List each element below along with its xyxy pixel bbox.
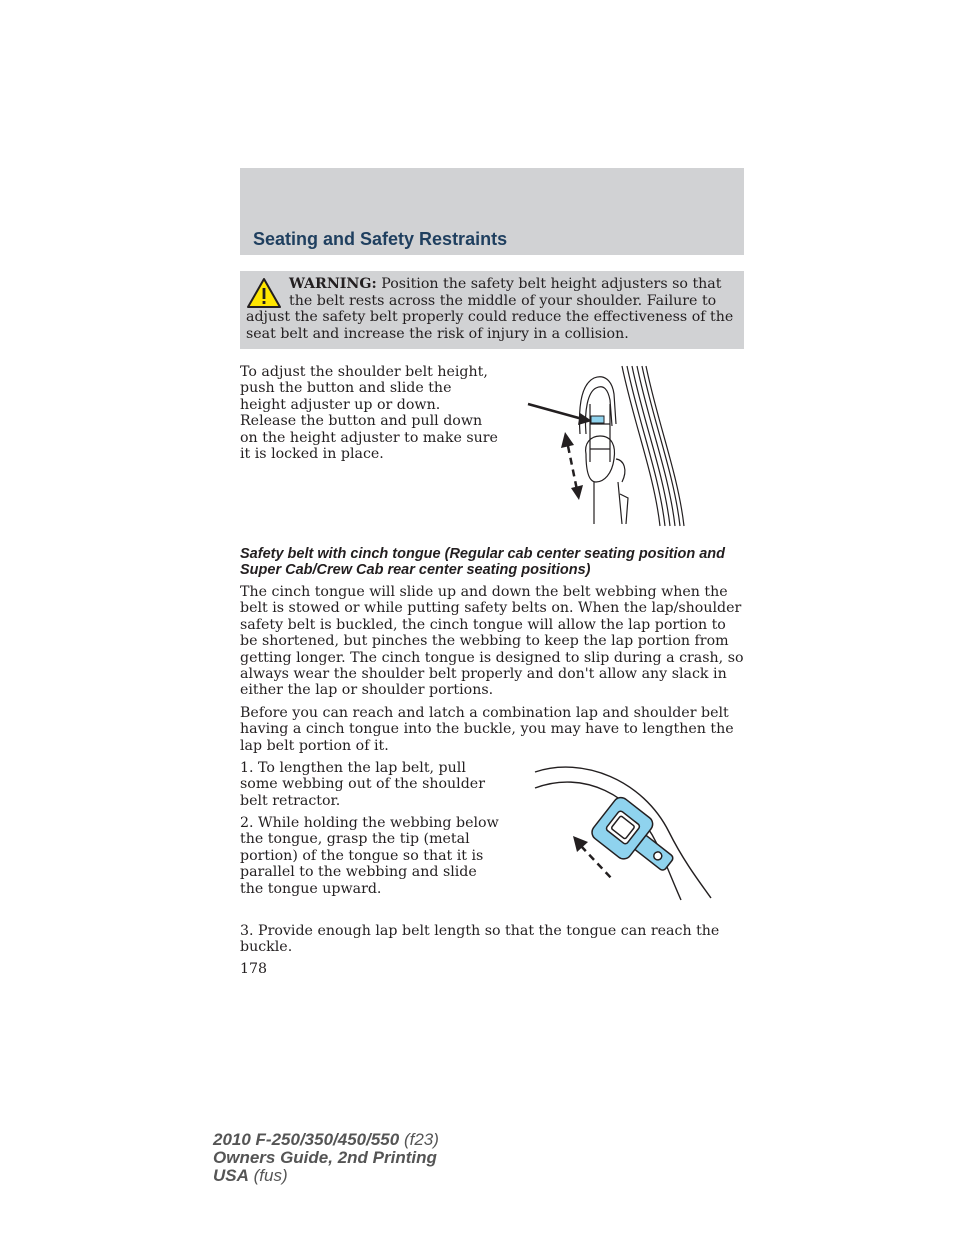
footer-model: 2010 F-250/350/450/550	[213, 1130, 400, 1149]
cinch-tongue-illustration	[533, 760, 715, 904]
cinch-paragraph-1: The cinch tongue will slide up and down the belt webbing when the belt is stowed or while putting safety belts on. When the lap/shoulder safety belt is buckled, the cinch tongue will allow the lap portion to be shortened, but pinches the webbing to keep the lap portion from getting longer. The cinch tongue is designed to slip during a crash, so always wear the shoulder belt properly and don't allow any slack in either the lap or shoulder portions.	[240, 584, 744, 699]
warning-text: Position the safety belt height adjusters so that the belt rests across the middle of your shoulder. Failure to adjust the safety belt properly could reduce the effectiveness of the seat belt and increase the risk of injury in a collision.	[246, 276, 734, 342]
page-title: Seating and Safety Restraints	[253, 229, 508, 249]
cinch-paragraph-2: Before you can reach and latch a combination lap and shoulder belt having a cinch tongue into the buckle, you may have to lengthen the lap belt portion of it.	[240, 705, 734, 754]
step-3: 3. Provide enough lap belt length so that the tongue can reach the buckle.	[240, 923, 720, 956]
warning-paragraph	[246, 276, 736, 342]
footer-market: USA	[213, 1166, 249, 1185]
footer-printing: Owners Guide, 2nd Printing	[213, 1148, 437, 1167]
footer-edition-info	[213, 1131, 439, 1185]
cinch-tongue-heading: Safety belt with cinch tongue (Regular cab center seating position and Super Cab/Crew Cab rear center seating positions)	[240, 546, 726, 579]
step-2: 2. While holding the webbing below the tongue, grasp the tip (metal portion) of the tongue so that it is parallel to the webbing and slide the tongue upward.	[240, 815, 499, 897]
adjust-instructions: To adjust the shoulder belt height, push the button and slide the height adjuster up or down. Release the button and pull down on the height adjuster to make sure it is locked in place.	[240, 364, 498, 463]
warning-triangle-icon	[246, 277, 282, 309]
step-1: 1. To lengthen the lap belt, pull some webbing out of the shoulder belt retractor.	[240, 760, 485, 809]
page-number: 178	[240, 961, 268, 977]
shoulder-belt-height-adjuster-illustration	[524, 364, 689, 530]
footer-model-code: (f23)	[399, 1130, 439, 1149]
warning-label: WARNING:	[289, 276, 377, 292]
footer-market-code: (fus)	[248, 1166, 288, 1185]
warning-box	[240, 271, 744, 349]
